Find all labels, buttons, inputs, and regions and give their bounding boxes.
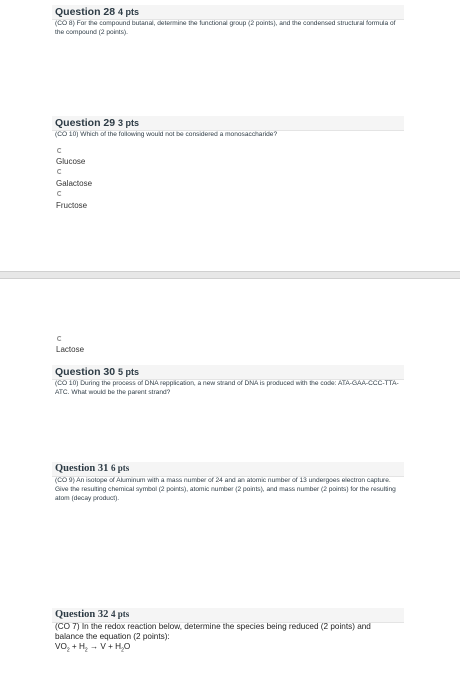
question-29-header	[52, 116, 404, 131]
question-32-label: Question 32	[55, 609, 109, 620]
question-31-header	[52, 462, 404, 477]
option-fructose-label[interactable]: Fructose	[56, 201, 88, 210]
question-30-header	[52, 365, 404, 380]
page-separator	[0, 271, 460, 279]
eq-vo: VO	[55, 642, 67, 651]
question-32-points: 4 pts	[111, 609, 130, 619]
question-31-label: Question 31	[55, 463, 109, 474]
option-galactose-label[interactable]: Galactose	[56, 179, 93, 188]
radio-lactose[interactable]	[57, 336, 62, 341]
question-28-points: 4 pts	[118, 7, 140, 17]
question-28-label: Question 28	[55, 6, 116, 18]
question-29-points: 3 pts	[118, 118, 140, 128]
eq-water-sub: 2	[121, 647, 124, 654]
question-28-text: (CO 8) For the compound butanal, determine the functional group (2 points), and the condensed structural formula of the compound (2 points).	[55, 20, 396, 36]
option-glucose-label[interactable]: Glucose	[56, 157, 86, 166]
radio-glucose[interactable]	[57, 148, 62, 153]
question-29-label: Question 29	[55, 117, 116, 129]
question-32-text: (CO 7) In the redox reaction below, determine the species being reduced (2 points) and balance the equation (2 points):	[55, 622, 371, 641]
question-28-title	[55, 6, 139, 18]
eq-h-sub: 2	[84, 647, 88, 654]
question-32-title	[55, 609, 129, 620]
radio-galactose[interactable]	[57, 169, 62, 174]
radio-fructose[interactable]	[57, 191, 62, 196]
question-31-text: (CO 9) An isotope of Aluminum with a mass number of 24 and an atomic number of 13 undergoes electron capture. Give the resulting chemical symbol (2 points), atomic number (2 points), and mass number (2 points) for the resulting atom (decay product).	[55, 477, 396, 502]
question-30-points: 5 pts	[118, 367, 140, 377]
question-32-header	[52, 608, 404, 623]
question-30-text: (CO 10) During the process of DNA repplication, a new strand of DNA is produced with the code: ATA-GAA-CCC-TTA-ATC. What would be the parent strand?	[55, 380, 399, 396]
question-29-title	[55, 117, 139, 129]
eq-plus-h: + H	[69, 642, 85, 651]
question-28-header	[52, 5, 404, 20]
page-2	[0, 279, 460, 700]
question-30-label: Question 30	[55, 366, 116, 378]
question-30-title	[55, 366, 139, 378]
question-31-points: 6 pts	[111, 463, 130, 473]
question-29-text: (CO 10) Which of the following would not be considered a monosaccharide?	[55, 131, 278, 138]
eq-o: O	[123, 642, 131, 651]
eq-arrow-v-h: → V + H	[87, 642, 122, 651]
option-lactose-label[interactable]: Lactose	[56, 345, 85, 354]
question-31-title	[55, 463, 129, 474]
eq-vo-sub: 2	[66, 647, 70, 654]
question-32-equation	[55, 642, 400, 656]
page-1	[0, 0, 460, 271]
